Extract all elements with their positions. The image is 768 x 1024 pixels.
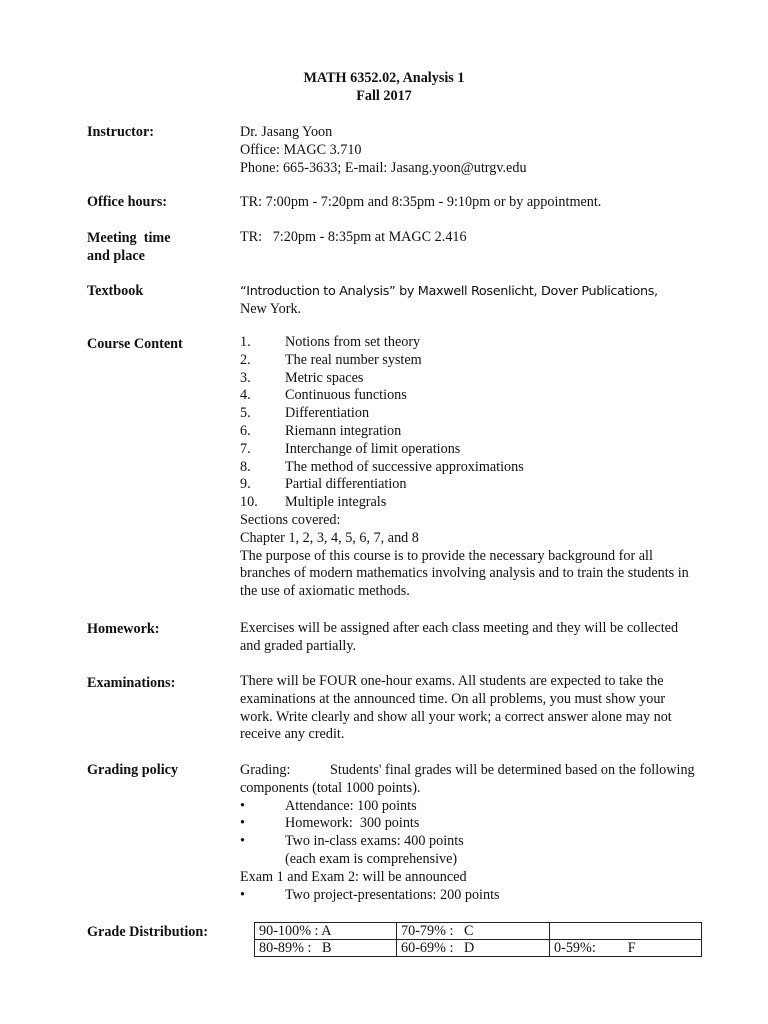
table-cell: 70-79% : C — [397, 923, 550, 940]
bullet-icon: • — [240, 815, 245, 832]
course-content-label: Course Content — [87, 336, 183, 352]
table-cell: 60-69% : D — [397, 940, 550, 957]
instructor-name: Dr. Jasang Yoon — [240, 124, 333, 140]
examinations-line: receive any credit. — [240, 726, 345, 743]
examinations-line: There will be FOUR one-hour exams. All students are expected to take the — [240, 673, 664, 689]
purpose-line: The purpose of this course is to provide the necessary background for all — [240, 547, 653, 564]
homework-text — [240, 620, 730, 656]
content-item-number: 2. — [240, 351, 251, 368]
grading-components: components (total 1000 points). — [240, 779, 421, 796]
content-item-text: Metric spaces — [285, 369, 364, 386]
content-item-text: Riemann integration — [285, 422, 402, 439]
bullet-icon: • — [240, 886, 245, 903]
content-item-number: 6. — [240, 422, 251, 439]
course-term: Fall 2017 — [356, 88, 412, 104]
grading-policy — [240, 762, 730, 904]
instructor-info — [240, 124, 730, 177]
grading-item — [240, 798, 730, 816]
content-item-text: Notions from set theory — [285, 334, 421, 350]
grading-item — [240, 887, 730, 905]
instructor-office: Office: MAGC 3.710 — [240, 141, 362, 158]
office-hours-label: Office hours: — [87, 194, 167, 210]
textbook-label: Textbook — [87, 283, 144, 299]
grading-exam-note: Exam 1 and Exam 2: will be announced — [240, 868, 467, 885]
office-hours-text: TR: 7:00pm - 7:20pm and 8:35pm - 9:10pm or by appointment. — [240, 194, 602, 210]
content-item-number: 3. — [240, 369, 251, 386]
content-item-number: 7. — [240, 440, 251, 457]
examinations-label: Examinations: — [87, 675, 176, 691]
content-item — [240, 459, 730, 477]
content-item — [240, 387, 730, 405]
content-item-number: 9. — [240, 476, 251, 493]
content-item — [240, 494, 730, 512]
content-item — [240, 476, 730, 494]
grading-item-text: Two in-class exams: 400 points — [285, 833, 464, 850]
homework-label: Homework: — [87, 621, 160, 637]
content-item — [240, 352, 730, 370]
meeting-label-line2: and place — [87, 247, 145, 264]
table-row — [255, 940, 702, 957]
content-item-text: Interchange of limit operations — [285, 440, 461, 457]
content-item-number: 10. — [240, 494, 258, 511]
course-content — [240, 334, 730, 601]
grade-distribution-table — [254, 922, 702, 957]
content-item — [240, 405, 730, 423]
content-item — [240, 334, 730, 352]
table-cell — [550, 923, 702, 940]
sections-label: Sections covered: — [240, 511, 341, 528]
purpose-line: branches of modern mathematics involving analysis and to train the students in — [240, 565, 689, 582]
table-cell: 80-89% : B — [255, 940, 397, 957]
content-item-text: Multiple integrals — [285, 494, 387, 511]
content-item — [240, 423, 730, 441]
grading-lead-text: Students' final grades will be determined based on the following — [330, 762, 695, 778]
homework-line: and graded partially. — [240, 637, 357, 654]
examinations-text — [240, 673, 730, 744]
table-row — [255, 923, 702, 940]
grading-lead: Grading: — [240, 762, 291, 778]
grading-item-text: Attendance: 100 points — [285, 797, 417, 814]
meeting-label-line1: Meeting time — [87, 230, 171, 246]
meeting-label — [87, 230, 222, 266]
instructor-contact: Phone: 665-3633; E-mail: Jasang.yoon@utrgv.edu — [240, 159, 527, 176]
grading-sub-note: (each exam is comprehensive) — [285, 850, 458, 867]
instructor-label: Instructor: — [87, 124, 154, 140]
examinations-line: examinations at the announced time. On all problems, you must show your — [240, 690, 666, 707]
bullet-icon: • — [240, 797, 245, 814]
grading-item-text: Homework: 300 points — [285, 815, 420, 832]
purpose-line: the use of axiomatic methods. — [240, 583, 410, 600]
content-item — [240, 441, 730, 459]
content-item-text: Differentiation — [285, 405, 370, 422]
textbook-line2: New York. — [240, 300, 302, 317]
content-item — [240, 370, 730, 388]
grading-policy-label: Grading policy — [87, 762, 179, 778]
grade-distribution-label: Grade Distribution: — [87, 924, 208, 940]
grading-item-text: Two project-presentations: 200 points — [285, 886, 500, 903]
content-item-number: 5. — [240, 405, 251, 422]
textbook-line1: “Introduction to Analysis” by Maxwell Rosenlicht, Dover Publications, — [240, 284, 658, 299]
grading-item — [240, 815, 730, 833]
bullet-icon: • — [240, 833, 245, 850]
grading-lead-line — [240, 762, 730, 780]
course-title: MATH 6352.02, Analysis 1 — [303, 70, 465, 86]
textbook-info — [240, 283, 730, 319]
content-item-number: 8. — [240, 458, 251, 475]
meeting-text: TR: 7:20pm - 8:35pm at MAGC 2.416 — [240, 229, 467, 245]
homework-line: Exercises will be assigned after each class meeting and they will be collected — [240, 620, 679, 636]
content-item-number: 1. — [240, 334, 251, 350]
sections-covered: Chapter 1, 2, 3, 4, 5, 6, 7, and 8 — [240, 529, 419, 546]
examinations-line: work. Write clearly and show all your work; a correct answer alone may not — [240, 708, 672, 725]
content-item-text: The real number system — [285, 351, 422, 368]
table-cell: 0-59%: F — [550, 940, 702, 957]
table-cell: 90-100% : A — [255, 923, 397, 940]
content-item-text: Continuous functions — [285, 387, 407, 404]
content-item-text: Partial differentiation — [285, 476, 407, 493]
content-item-number: 4. — [240, 387, 251, 404]
content-item-text: The method of successive approximations — [285, 458, 524, 475]
grading-item — [240, 833, 730, 851]
